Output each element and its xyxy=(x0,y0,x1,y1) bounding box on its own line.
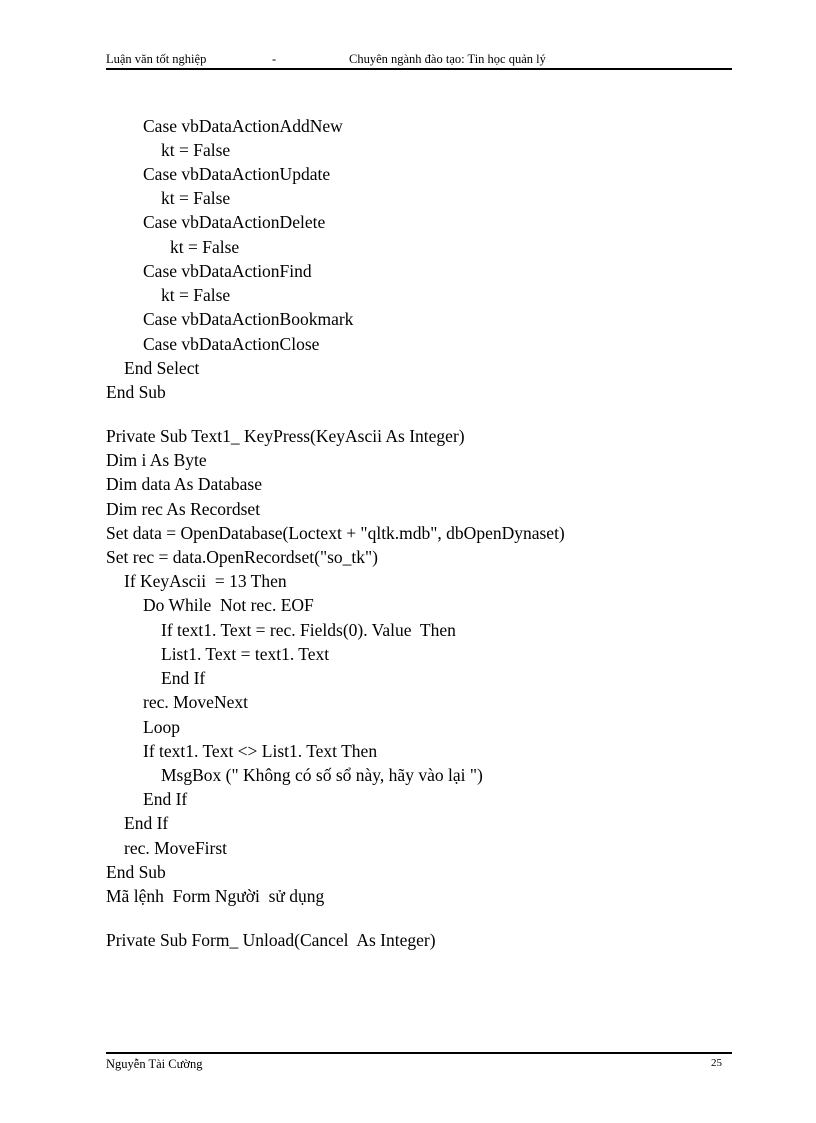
header-thesis-label: Luận văn tốt nghiệp xyxy=(106,52,207,66)
code-line: Loop xyxy=(143,717,180,737)
section-heading: Mã lệnh Form Người sử dụng xyxy=(106,886,325,906)
code-line: rec. MoveNext xyxy=(143,692,248,712)
header-separator: - xyxy=(272,52,277,66)
code-line: Case vbDataActionAddNew xyxy=(143,116,343,136)
code-line: Case vbDataActionFind xyxy=(143,261,312,281)
code-line: Dim rec As Recordset xyxy=(106,499,261,519)
code-line: kt = False xyxy=(170,237,240,257)
code-line: rec. MoveFirst xyxy=(124,838,228,858)
code-line: kt = False xyxy=(161,285,231,305)
page-header xyxy=(106,52,732,68)
code-line: kt = False xyxy=(161,188,231,208)
code-line: Private Sub Form_ Unload(Cancel As Integer) xyxy=(106,930,436,950)
code-line: Do While Not rec. EOF xyxy=(143,595,314,615)
header-major-label: Chuyên ngành đào tạo: Tin học quản lý xyxy=(349,52,546,66)
code-line: Case vbDataActionClose xyxy=(143,334,320,354)
code-line: If text1. Text = rec. Fields(0). Value Then xyxy=(161,620,456,640)
footer-rule xyxy=(106,1052,732,1054)
code-line: End Select xyxy=(124,358,200,378)
code-line: Dim i As Byte xyxy=(106,450,207,470)
code-line: Set data = OpenDatabase(Loctext + "qltk.mdb", dbOpenDynaset) xyxy=(106,523,565,543)
code-line: List1. Text = text1. Text xyxy=(161,644,330,664)
code-line: If KeyAscii = 13 Then xyxy=(124,571,287,591)
code-line: End If xyxy=(143,789,188,809)
code-line: MsgBox (" Không có số sổ này, hãy vào lại ") xyxy=(161,765,483,785)
code-line: End If xyxy=(124,813,169,833)
code-line: kt = False xyxy=(161,140,231,160)
code-line: End If xyxy=(161,668,206,688)
code-line: Case vbDataActionBookmark xyxy=(143,309,354,329)
footer-author: Nguyễn Tài Cường xyxy=(106,1057,203,1071)
code-line: Dim data As Database xyxy=(106,474,262,494)
code-line: End Sub xyxy=(106,862,166,882)
code-line: Private Sub Text1_ KeyPress(KeyAscii As Integer) xyxy=(106,426,465,446)
code-line: Set rec = data.OpenRecordset("so_tk") xyxy=(106,547,378,567)
code-line: Case vbDataActionUpdate xyxy=(143,164,331,184)
code-line: Case vbDataActionDelete xyxy=(143,212,326,232)
code-line: End Sub xyxy=(106,382,166,402)
page-number: 25 xyxy=(711,1057,722,1069)
header-rule xyxy=(106,68,732,70)
code-line: If text1. Text <> List1. Text Then xyxy=(143,741,378,761)
